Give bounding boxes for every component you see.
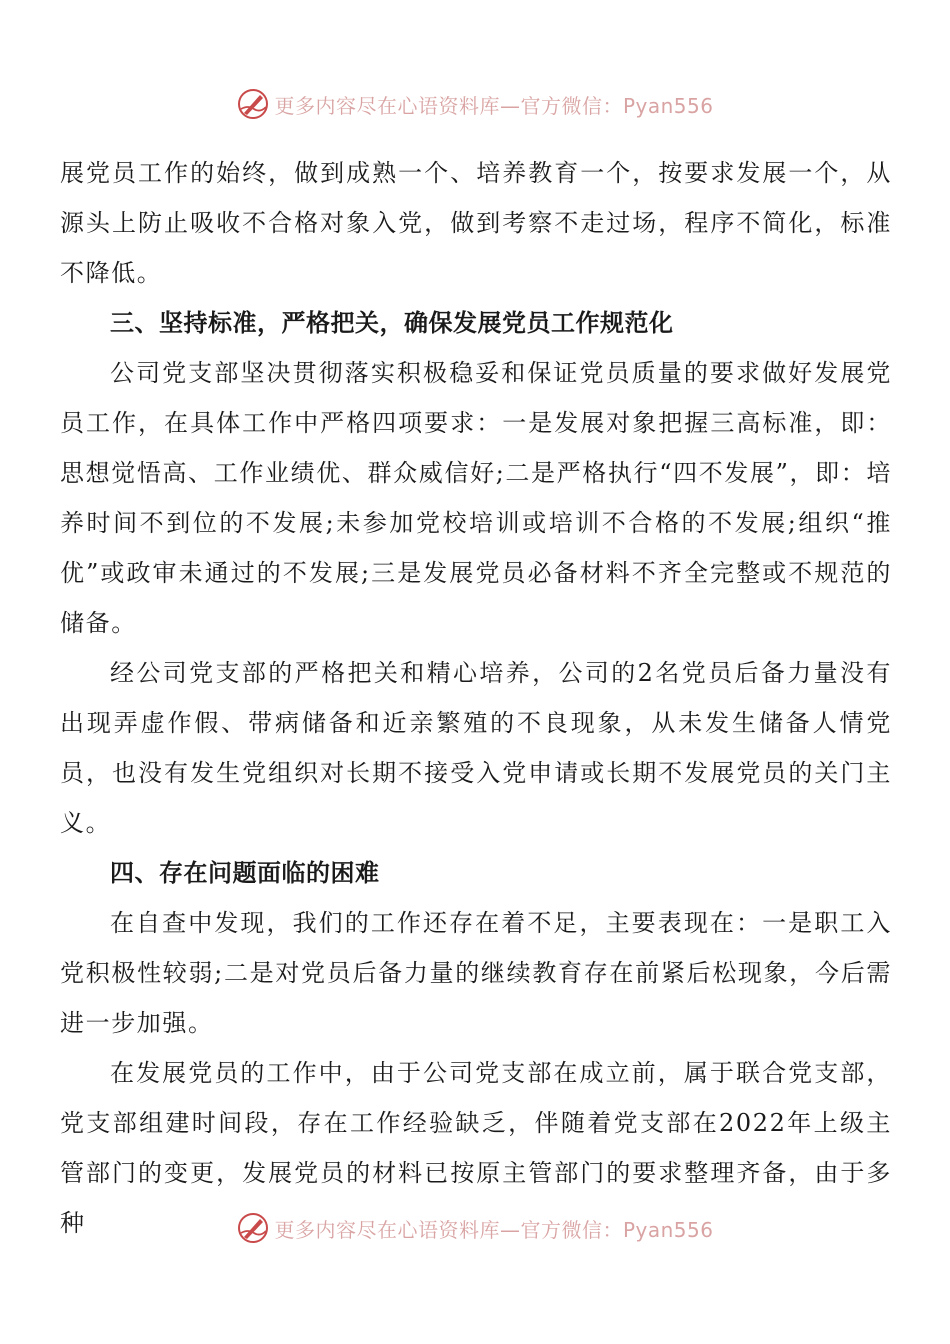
watermark-banner-bottom	[0, 1208, 950, 1248]
section-heading-3: 三、坚持标准，严格把关，确保发展党员工作规范化	[110, 309, 674, 337]
quill-pen-logo-icon	[236, 87, 270, 121]
watermark-text: 更多内容尽在心语资料库—官方微信：Pyan556	[274, 93, 714, 118]
paragraph-problems: 在自查中发现，我们的工作还存在着不足，主要表现在：一是职工入党积极性较弱;二是对党员后备力量的继续教育存在前紧后松现象，今后需进一步加强。	[60, 909, 892, 1037]
paragraph-difficulties: 在发展党员的工作中，由于公司党支部在成立前，属于联合党支部，党支部组建时间段，存在工作经验缺乏，伴随着党支部在2022年上级主管部门的变更，发展党员的材料已按原主管部门的要求整理齐备，由于多种	[60, 1059, 892, 1237]
quill-pen-logo-icon	[236, 1211, 270, 1245]
section-heading-4: 四、存在问题面临的困难	[110, 859, 380, 887]
paragraph-results: 经公司党支部的严格把关和精心培养，公司的2名党员后备力量没有出现弄虚作假、带病储备和近亲繁殖的不良现象，从未发生储备人情党员，也没有发生党组织对长期不接受入党申请或长期不发展党员的关门主义。	[60, 659, 892, 837]
paragraph-continuation: 展党员工作的始终，做到成熟一个、培养教育一个，按要求发展一个，从源头上防止吸收不合格对象入党，做到考察不走过场，程序不简化，标准不降低。	[60, 159, 892, 287]
watermark-text: 更多内容尽在心语资料库—官方微信：Pyan556	[274, 1217, 714, 1242]
paragraph-requirements: 公司党支部坚决贯彻落实积极稳妥和保证党员质量的要求做好发展党员工作，在具体工作中严格四项要求：一是发展对象把握三高标准，即：思想觉悟高、工作业绩优、群众威信好;二是严格执行“四不发展”，即：培养时间不到位的不发展;未参加党校培训或培训不合格的不发展;组织“推优”或政审未通过的不发展;三是发展党员必备材料不齐全完整或不规范的储备。	[60, 359, 892, 637]
document-body	[60, 148, 892, 1248]
watermark-banner-top	[0, 84, 950, 124]
